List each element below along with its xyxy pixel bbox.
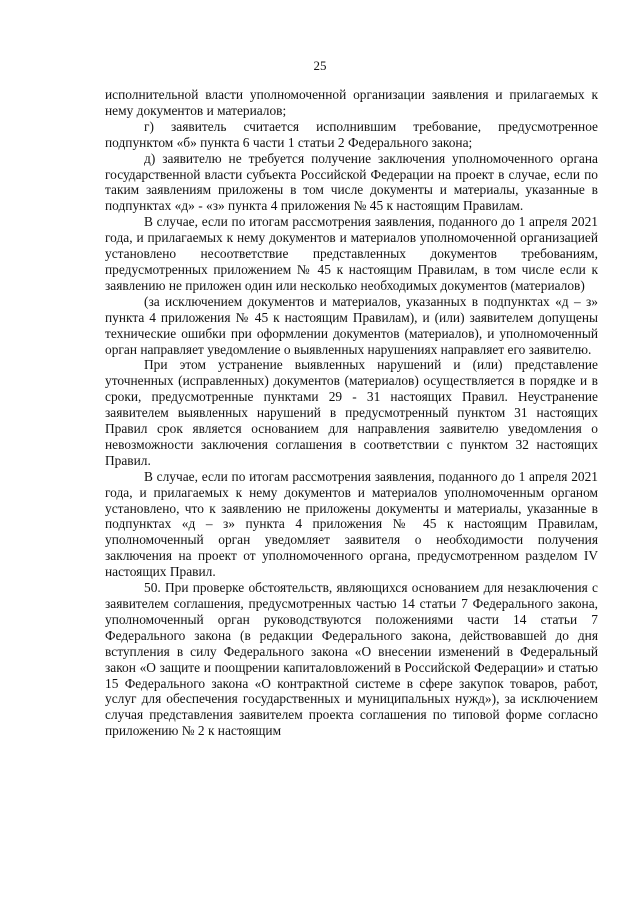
paragraph: В случае, если по итогам рассмотрения заявления, поданного до 1 апреля 2021 года, и прилагаемых к нему документов и материалов уполномоченным органом установлено, что к заявлению не приложены документы и материалы, указанные в подпунктах «д – з» пункта 4 приложения № 45 к настоящим Правилам, уполномоченный орган уведомляет заявителя о необходимости получения заключения на проект от уполномоченного органа, предусмотренном разделом IV настоящих Правил. (105, 468, 598, 580)
paragraph: исполнительной власти уполномоченной организации заявления и прилагаемых к нему документов и материалов; (105, 87, 598, 118)
paragraph: При этом устранение выявленных нарушений и (или) представление уточненных (исправленных) документов (материалов) осуществляется в порядке и в сроки, предусмотренные пунктами 29 - 31 настоящих Правил. Неустранение заявителем выявленных нарушений в предусмотренный пунктом 31 настоящих Правил срок является основанием для направления заявителю уведомления о невозможности заключения соглашения в соответствии с пунктом 32 настоящих Правил. (105, 357, 598, 468)
paragraph: 50. При проверке обстоятельств, являющихся основанием для незаключения с заявителем соглашения, предусмотренных частью 14 статьи 7 Федерального закона, уполномоченный орган руководствуются положениями части 14 статьи 7 Федерального закона (в редакции Федерального закона, действовавшей до дня вступления в силу Федерального закона «О внесении изменений в Федеральный закон «О защите и поощрении капиталовложений в Российской Федерации» и статью 15 Федерального закона «О контрактной системе в сфере закупок товаров, работ, услуг для обеспечения государственных и муниципальных нужд»), за исключением случая представления заявителем проекта соглашения по типовой форме согласно приложению № 2 к настоящим (105, 580, 598, 739)
document-body (105, 87, 598, 739)
paragraph: г) заявитель считается исполнившим требование, предусмотренное подпунктом «б» пункта 6 части 1 статьи 2 Федерального закона; (105, 118, 598, 150)
paragraph: д) заявителю не требуется получение заключения уполномоченного органа государственной власти субъекта Российской Федерации на проект в случае, если по таким заявлениям приложены в том числе документы и материалы, указанные в подпунктах «д» - «з» пункта 4 приложения № 45 к настоящим Правилам. (105, 150, 598, 214)
paragraph: (за исключением документов и материалов, указанных в подпунктах «д – з» пункта 4 приложения № 45 к настоящим Правилам), и (или) заявителем допущены технические ошибки при оформлении документов (материалов), и уполномоченный орган направляет уведомление о выявленных нарушениях направляет его заявителю. (105, 293, 598, 357)
page-number: 25 (313, 58, 327, 73)
paragraph: В случае, если по итогам рассмотрения заявления, поданного до 1 апреля 2021 года, и прилагаемых к нему документов и материалов уполномоченной организацией установлено несоответствие представленных документов требованиям, предусмотренных приложением № 45 к настоящим Правилам, в том числе если к заявлению не приложен один или несколько необходимых документов (материалов) (105, 214, 598, 293)
